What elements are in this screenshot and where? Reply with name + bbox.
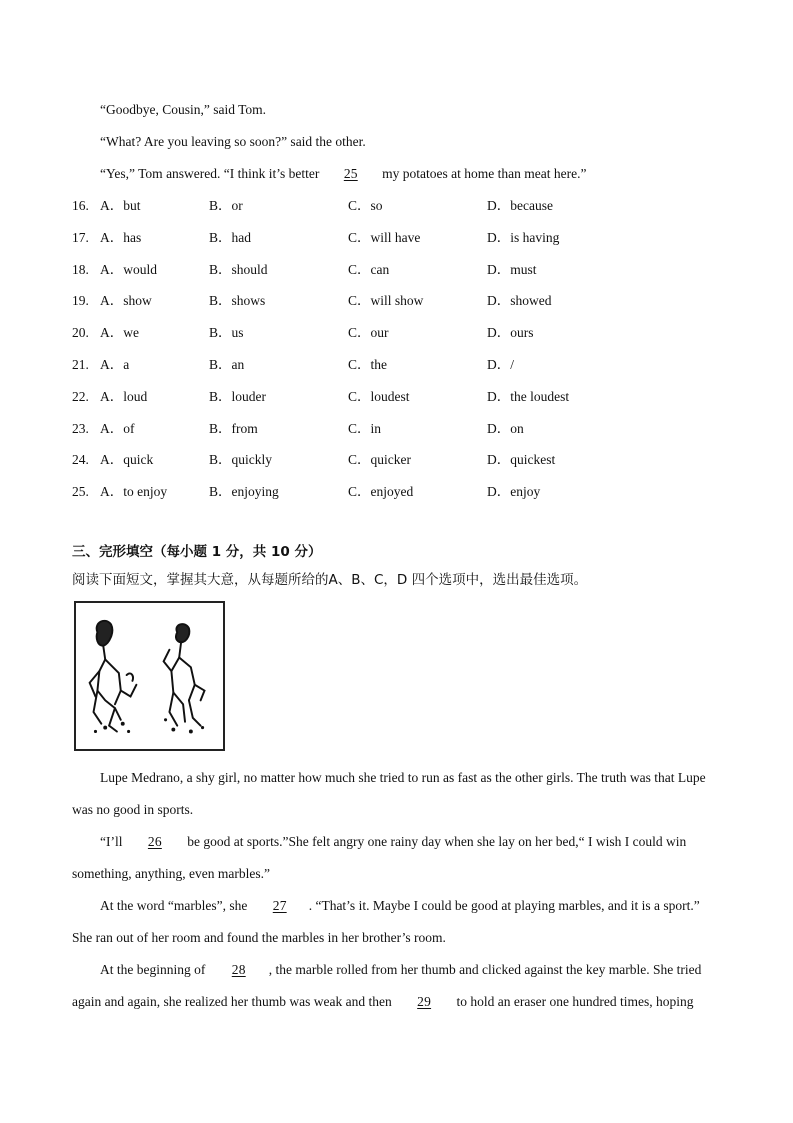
blank-27: 27	[272, 898, 287, 913]
option-b: B．quickly	[209, 452, 272, 467]
dialogue-line-3-end: my potatoes at home than meat here.”	[382, 166, 587, 181]
girls-sketch	[76, 603, 223, 749]
passage-p4b-end: to hold an eraser one hundred times, hoping	[456, 994, 694, 1009]
dialogue-line-2: “What? Are you leaving so soon?” said the other.	[100, 134, 366, 149]
passage-p4-end: , the marble rolled from her thumb and clicked against the key marble. She tried	[268, 962, 702, 977]
passage-p4-line1	[100, 961, 701, 979]
option-a: A．to enjoy	[100, 484, 168, 499]
option-c: C．enjoyed	[348, 484, 414, 499]
question-number: 19.	[72, 293, 89, 308]
question-row	[0, 356, 793, 374]
dialogue-line-3-text: “Yes,” Tom answered. “I think it’s better	[100, 166, 320, 181]
question-number: 20.	[72, 325, 89, 340]
passage-p2-line2: something, anything, even marbles.”	[72, 866, 270, 881]
option-b: B．louder	[209, 389, 266, 404]
passage-p4-start: At the beginning of	[100, 962, 206, 977]
question-number: 23.	[72, 421, 89, 436]
option-d: D．because	[487, 198, 553, 213]
option-b: B．from	[209, 421, 258, 436]
option-c: C．so	[348, 198, 383, 213]
option-d: D．/	[487, 357, 514, 372]
passage-p1-line1: Lupe Medrano, a shy girl, no matter how much she tried to run as fast as the other girls. The truth was that Lupe	[100, 770, 706, 785]
option-a: A．of	[100, 421, 135, 436]
passage-p3-end: . “That’s it. Maybe I could be good at playing marbles, and it is a sport.”	[308, 898, 700, 913]
question-row	[0, 324, 793, 342]
blank-25: 25	[343, 166, 358, 181]
passage-p3-start: At the word “marbles”, she	[100, 898, 248, 913]
section-instruction: 阅读下面短文，掌握其大意，从每题所给的A、B、C，D 四个选项中，选出最佳选项。	[72, 572, 588, 588]
option-a: A．would	[100, 262, 157, 277]
passage-p2-line1	[100, 833, 686, 851]
option-b: B．or	[209, 198, 243, 213]
option-c: C．in	[348, 421, 382, 436]
passage-p2-end: be good at sports.”She felt angry one rainy day when she lay on her bed,“ I wish I could win	[187, 834, 687, 849]
option-c: C．the	[348, 357, 387, 372]
option-d: D．quickest	[487, 452, 556, 467]
question-number: 18.	[72, 262, 89, 277]
option-b: B．us	[209, 325, 244, 340]
option-d: D．is having	[487, 230, 560, 245]
passage-p2-start: “I’ll	[100, 834, 123, 849]
question-row	[0, 261, 793, 279]
option-d: D．ours	[487, 325, 534, 340]
option-b: B．had	[209, 230, 251, 245]
option-a: A．a	[100, 357, 130, 372]
option-c: C．loudest	[348, 389, 410, 404]
question-row	[0, 292, 793, 310]
question-row	[0, 483, 793, 501]
option-a: A．but	[100, 198, 141, 213]
option-a: A．we	[100, 325, 139, 340]
option-d: D．on	[487, 421, 524, 436]
passage-p3-line2: She ran out of her room and found the marbles in her brother’s room.	[72, 930, 446, 945]
question-row	[0, 197, 793, 215]
passage-p4-line2	[72, 993, 693, 1011]
question-number: 16.	[72, 198, 89, 213]
option-d: D．enjoy	[487, 484, 541, 499]
question-number: 25.	[72, 484, 89, 499]
illustration-two-girls	[74, 601, 225, 751]
question-number: 21.	[72, 357, 89, 372]
option-a: A．has	[100, 230, 142, 245]
option-d: D．must	[487, 262, 537, 277]
blank-28: 28	[231, 962, 246, 977]
question-number: 24.	[72, 452, 89, 467]
option-d: D．showed	[487, 293, 552, 308]
passage-p1-line2: was no good in sports.	[72, 802, 194, 817]
option-d: D．the loudest	[487, 389, 570, 404]
dialogue-line-3	[100, 165, 586, 183]
option-a: A．quick	[100, 452, 154, 467]
option-b: B．should	[209, 262, 268, 277]
question-row	[0, 420, 793, 438]
option-a: A．loud	[100, 389, 148, 404]
question-number: 17.	[72, 230, 89, 245]
question-row	[0, 451, 793, 469]
option-c: C．quicker	[348, 452, 411, 467]
passage-p3-line1	[100, 897, 700, 915]
blank-29: 29	[417, 994, 432, 1009]
option-c: C．will show	[348, 293, 424, 308]
passage-p4b-start: again and again, she realized her thumb was weak and then	[72, 994, 392, 1009]
option-c: C．will have	[348, 230, 421, 245]
option-b: B．an	[209, 357, 245, 372]
option-c: C．can	[348, 262, 390, 277]
option-a: A．show	[100, 293, 152, 308]
blank-26: 26	[147, 834, 162, 849]
question-row	[0, 229, 793, 247]
dialogue-line-1: “Goodbye, Cousin,” said Tom.	[100, 102, 267, 117]
option-b: B．enjoying	[209, 484, 279, 499]
question-number: 22.	[72, 389, 89, 404]
option-c: C．our	[348, 325, 389, 340]
section-title: 三、完形填空（每小题 1 分，共 10 分）	[72, 544, 322, 560]
option-b: B．shows	[209, 293, 266, 308]
question-row	[0, 388, 793, 406]
